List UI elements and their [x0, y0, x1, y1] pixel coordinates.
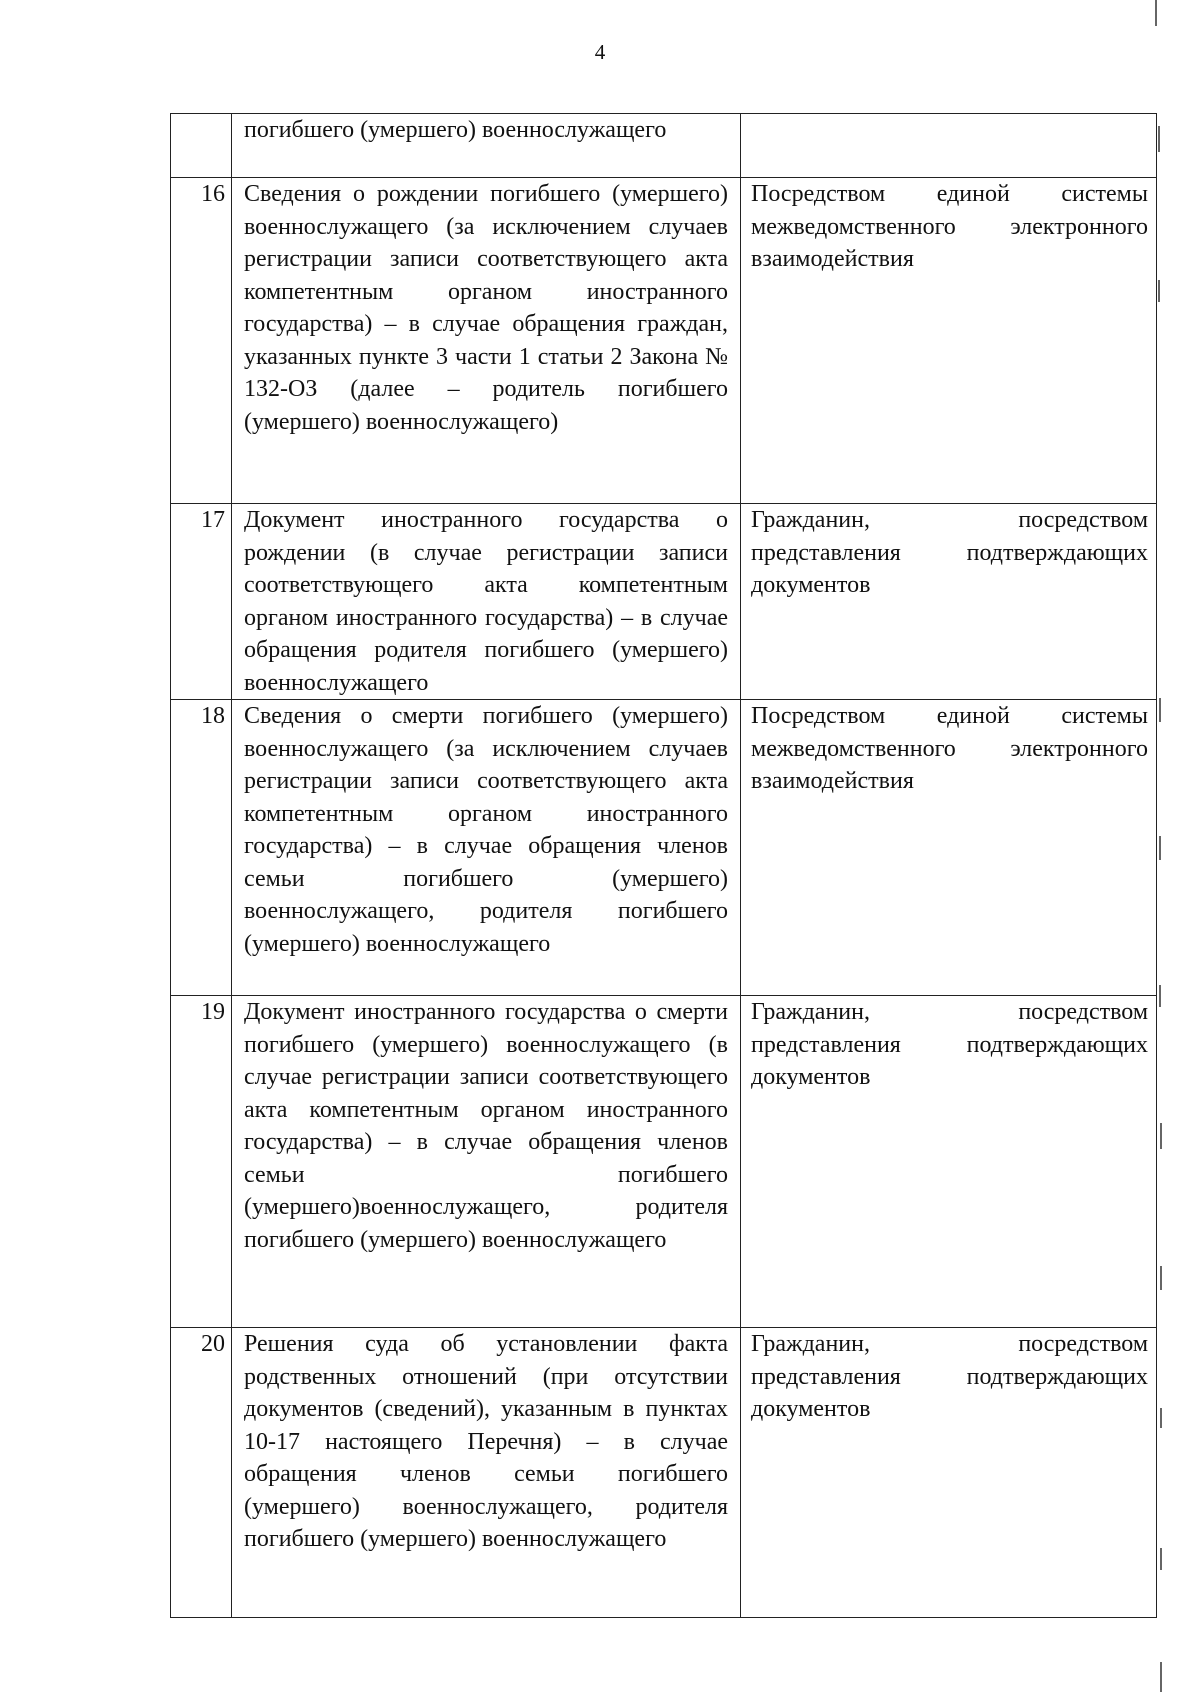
scan-artifact: [1160, 1123, 1162, 1149]
table-row: [171, 996, 1157, 1328]
row-number: [171, 114, 232, 178]
scan-artifact: [1160, 1266, 1162, 1290]
row-number: 20: [171, 1328, 232, 1618]
document-source: [741, 1328, 1157, 1618]
row-number: 16: [171, 178, 232, 504]
table-row: [171, 1328, 1157, 1618]
scan-artifact: [1160, 1408, 1162, 1428]
table-row: [171, 504, 1157, 700]
row-number: 18: [171, 700, 232, 996]
document-description: [232, 996, 741, 1328]
document-description-text: Сведения о смерти погибшего (умершего) военнослужащего (за исключением случаев регистрации записи соответствующего акта компетентным органом иностранного государства) – в случае обращения членов семьи погибшего (умершего) военнослужащего, родителя погибшего (умершего) военнослужащего: [244, 703, 728, 957]
document-source: [741, 996, 1157, 1328]
scan-artifact: [1160, 1548, 1162, 1570]
scan-artifact: [1158, 280, 1160, 302]
document-description: [232, 178, 741, 504]
document-source-text: Гражданин, посредством представления подтверждающих документов: [751, 999, 1148, 1090]
document-description-text: погибшего (умершего) военнослужащего: [244, 117, 667, 143]
document-description: [232, 700, 741, 996]
document-source-text: Посредством единой системы межведомственного электронного взаимодействия: [751, 181, 1148, 272]
document-source-text: Гражданин, посредством представления подтверждающих документов: [751, 1331, 1148, 1422]
table-row: [171, 178, 1157, 504]
documents-table: [170, 113, 1157, 1618]
scan-artifact: [1158, 126, 1160, 152]
document-source: [741, 178, 1157, 504]
document-description: [232, 114, 741, 178]
table-row: [171, 114, 1157, 178]
document-source-text: Посредством единой системы межведомственного электронного взаимодействия: [751, 703, 1148, 794]
document-description: [232, 1328, 741, 1618]
document-source-text: Гражданин, посредством представления подтверждающих документов: [751, 507, 1148, 598]
document-description-text: Документ иностранного государства о рождении (в случае регистрации записи соответствующего акта компетентным органом иностранного государства) – в случае обращения родителя погибшего (умершего) военнослужащего: [244, 507, 728, 696]
document-description-text: Сведения о рождении погибшего (умершего) военнослужащего (за исключением случаев регистрации записи соответствующего акта компетентным органом иностранного государства) – в случае обращения граждан, указанных пункте 3 части 1 статьи 2 Закона № 132-ОЗ (далее – родитель погибшего (умершего) военнослужащего): [244, 181, 728, 435]
page-number: 4: [594, 40, 606, 64]
document-source: [741, 114, 1157, 178]
scan-artifact: [1159, 985, 1161, 1007]
row-number: 19: [171, 996, 232, 1328]
document-description-text: Документ иностранного государства о смерти погибшего (умершего) военнослужащего (в случае регистрации записи соответствующего акта компетентным органом иностранного государства) – в случае обращения членов семьи погибшего (умершего)военнослужащего, родителя погибшего (умершего) военнослужащего: [244, 999, 728, 1253]
document-description: [232, 504, 741, 700]
scan-artifact: [1159, 698, 1161, 722]
document-source: [741, 504, 1157, 700]
table-row: [171, 700, 1157, 996]
scan-artifact: [1160, 1662, 1162, 1692]
row-number: 17: [171, 504, 232, 700]
document-source: [741, 700, 1157, 996]
scan-artifact: [1155, 0, 1157, 26]
scan-artifact: [1159, 836, 1161, 860]
document-description-text: Решения суда об установлении факта родственных отношений (при отсутствии документов (сведений), указанным в пунктах 10-17 настоящего Перечня) – в случае обращения членов семьи погибшего (умершего) военнослужащего, родителя погибшего (умершего) военнослужащего: [244, 1331, 728, 1552]
